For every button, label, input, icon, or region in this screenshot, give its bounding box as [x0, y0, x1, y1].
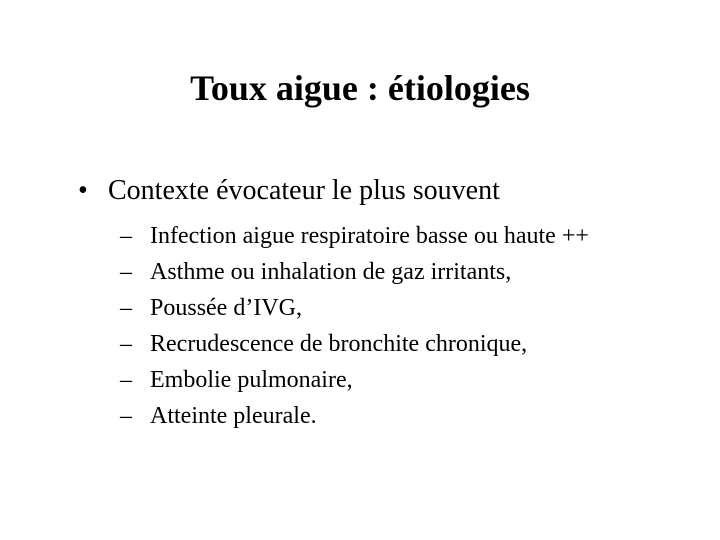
sub-bullet-item: [120, 362, 708, 398]
sub-bullet-item: [120, 290, 708, 326]
dash-marker: –: [120, 403, 132, 429]
slide-title: Toux aigue : étiologies: [190, 68, 530, 108]
dash-marker: –: [120, 223, 132, 249]
main-bullet: [78, 172, 708, 210]
sub-bullet-item: [120, 326, 708, 362]
dash-marker: –: [120, 259, 132, 285]
sub-bullet-list: [78, 218, 708, 434]
bullet-marker: •: [78, 175, 88, 206]
main-bullet-text: Contexte évocateur le plus souvent: [108, 175, 500, 206]
sub-bullet-text: Recrudescence de bronchite chronique,: [150, 331, 528, 357]
dash-marker: –: [120, 367, 132, 393]
sub-bullet-text: Poussée d’IVG,: [150, 295, 302, 321]
dash-marker: –: [120, 295, 132, 321]
sub-bullet-item: [120, 254, 708, 290]
bullet-list: [78, 172, 708, 434]
sub-bullet-text: Asthme ou inhalation de gaz irritants,: [150, 259, 512, 285]
sub-bullet-text: Infection aigue respiratoire basse ou haute ++: [150, 223, 589, 249]
sub-bullet-item: [120, 398, 708, 434]
dash-marker: –: [120, 331, 132, 357]
sub-bullet-text: Embolie pulmonaire,: [150, 367, 353, 393]
sub-bullet-text: Atteinte pleurale.: [150, 403, 317, 429]
sub-bullet-item: [120, 218, 708, 254]
